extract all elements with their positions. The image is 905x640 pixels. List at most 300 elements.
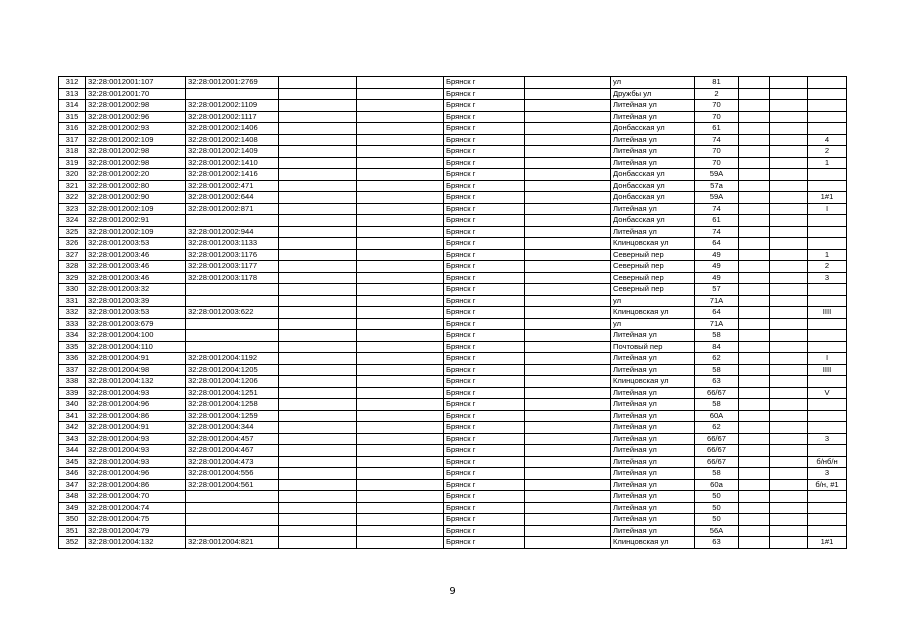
cell-street: Донбасская ул (611, 180, 695, 192)
cell-street: Литейная ул (611, 100, 695, 112)
table-row (59, 157, 847, 169)
cell-city: Брянск г (444, 491, 525, 503)
table-row (59, 100, 847, 112)
cell-house-number: 61 (695, 123, 739, 135)
cell-col-11 (770, 203, 808, 215)
cell-col-5 (357, 284, 444, 296)
cell-row-number: 341 (59, 410, 86, 422)
cell-col-4 (279, 468, 357, 480)
cell-house-number: 84 (695, 341, 739, 353)
table-row (59, 203, 847, 215)
cell-object-cadastral-number: 32:28:0012002:471 (186, 180, 279, 192)
cell-apartment (808, 410, 847, 422)
table-row (59, 399, 847, 411)
cell-col-11 (770, 226, 808, 238)
table-row (59, 514, 847, 526)
cell-col-4 (279, 514, 357, 526)
cell-object-cadastral-number: 32:28:0012002:1117 (186, 111, 279, 123)
cell-row-number: 332 (59, 307, 86, 319)
cell-house-number: 56А (695, 525, 739, 537)
cell-row-number: 339 (59, 387, 86, 399)
table-row (59, 318, 847, 330)
cell-cadastral-number: 32:28:0012003:39 (86, 295, 186, 307)
cell-house-number: 66/67 (695, 445, 739, 457)
cell-col-4 (279, 387, 357, 399)
cell-city: Брянск г (444, 100, 525, 112)
cell-col-7 (525, 180, 611, 192)
cell-col-7 (525, 123, 611, 135)
cell-col-7 (525, 445, 611, 457)
cell-col-11 (770, 514, 808, 526)
cell-street: Литейная ул (611, 387, 695, 399)
cell-col-11 (770, 341, 808, 353)
cell-house-number: 59А (695, 169, 739, 181)
table-row (59, 410, 847, 422)
cell-apartment: 2 (808, 146, 847, 158)
table-row (59, 123, 847, 135)
cell-row-number: 320 (59, 169, 86, 181)
cell-col-4 (279, 353, 357, 365)
cell-cadastral-number: 32:28:0012004:110 (86, 341, 186, 353)
cell-street: ул (611, 318, 695, 330)
cell-house-number: 70 (695, 100, 739, 112)
cell-apartment (808, 376, 847, 388)
cell-row-number: 316 (59, 123, 86, 135)
cell-cadastral-number: 32:28:0012002:109 (86, 134, 186, 146)
cell-house-number: 71А (695, 318, 739, 330)
cell-col-10 (739, 537, 770, 549)
cell-col-5 (357, 77, 444, 89)
table-row (59, 364, 847, 376)
cell-row-number: 340 (59, 399, 86, 411)
cell-col-11 (770, 399, 808, 411)
cell-city: Брянск г (444, 77, 525, 89)
cell-row-number: 351 (59, 525, 86, 537)
records-table (58, 76, 847, 549)
cell-object-cadastral-number (186, 215, 279, 227)
cell-col-4 (279, 180, 357, 192)
cell-col-10 (739, 284, 770, 296)
table-row (59, 341, 847, 353)
cell-row-number: 317 (59, 134, 86, 146)
cell-col-4 (279, 537, 357, 549)
cell-city: Брянск г (444, 284, 525, 296)
cell-col-7 (525, 537, 611, 549)
cell-object-cadastral-number: 32:28:0012002:1408 (186, 134, 279, 146)
cell-col-10 (739, 146, 770, 158)
cell-apartment: IIII (808, 364, 847, 376)
cell-col-11 (770, 410, 808, 422)
cell-col-7 (525, 238, 611, 250)
cell-cadastral-number: 32:28:0012004:93 (86, 387, 186, 399)
cell-col-7 (525, 422, 611, 434)
cell-city: Брянск г (444, 134, 525, 146)
cell-object-cadastral-number: 32:28:0012003:1178 (186, 272, 279, 284)
cell-apartment: 3 (808, 272, 847, 284)
cell-cadastral-number: 32:28:0012004:79 (86, 525, 186, 537)
cell-street: Донбасская ул (611, 123, 695, 135)
cell-col-10 (739, 479, 770, 491)
cell-row-number: 315 (59, 111, 86, 123)
cell-city: Брянск г (444, 376, 525, 388)
cell-col-11 (770, 364, 808, 376)
cell-apartment (808, 284, 847, 296)
cell-col-5 (357, 157, 444, 169)
cell-street: Литейная ул (611, 157, 695, 169)
cell-col-5 (357, 215, 444, 227)
cell-col-11 (770, 433, 808, 445)
cell-cadastral-number: 32:28:0012004:96 (86, 468, 186, 480)
cell-row-number: 342 (59, 422, 86, 434)
cell-house-number: 62 (695, 353, 739, 365)
cell-cadastral-number: 32:28:0012002:98 (86, 157, 186, 169)
cell-apartment (808, 123, 847, 135)
cell-house-number: 81 (695, 77, 739, 89)
cell-row-number: 345 (59, 456, 86, 468)
cell-apartment (808, 238, 847, 250)
cell-city: Брянск г (444, 307, 525, 319)
cell-col-11 (770, 456, 808, 468)
cell-col-10 (739, 341, 770, 353)
cell-object-cadastral-number: 32:28:0012003:1133 (186, 238, 279, 250)
cell-col-5 (357, 479, 444, 491)
table-row (59, 422, 847, 434)
cell-city: Брянск г (444, 272, 525, 284)
cell-object-cadastral-number: 32:28:0012004:1205 (186, 364, 279, 376)
cell-col-5 (357, 514, 444, 526)
cell-street: ул (611, 77, 695, 89)
cell-cadastral-number: 32:28:0012002:20 (86, 169, 186, 181)
cell-col-4 (279, 433, 357, 445)
table-row (59, 525, 847, 537)
cell-col-5 (357, 456, 444, 468)
cell-cadastral-number: 32:28:0012003:46 (86, 272, 186, 284)
cell-street: Клинцовская ул (611, 376, 695, 388)
cell-object-cadastral-number: 32:28:0012004:821 (186, 537, 279, 549)
cell-apartment (808, 330, 847, 342)
table-row (59, 146, 847, 158)
cell-city: Брянск г (444, 111, 525, 123)
cell-row-number: 343 (59, 433, 86, 445)
cell-row-number: 323 (59, 203, 86, 215)
cell-row-number: 347 (59, 479, 86, 491)
cell-object-cadastral-number: 32:28:0012002:1409 (186, 146, 279, 158)
cell-street: Литейная ул (611, 433, 695, 445)
cell-col-5 (357, 445, 444, 457)
cell-street: Литейная ул (611, 479, 695, 491)
cell-cadastral-number: 32:28:0012004:86 (86, 410, 186, 422)
cell-cadastral-number: 32:28:0012002:93 (86, 123, 186, 135)
cell-col-4 (279, 249, 357, 261)
cell-object-cadastral-number: 32:28:0012004:467 (186, 445, 279, 457)
cell-street: Литейная ул (611, 514, 695, 526)
cell-col-5 (357, 203, 444, 215)
cell-object-cadastral-number (186, 284, 279, 296)
cell-col-11 (770, 192, 808, 204)
cell-cadastral-number: 32:28:0012002:90 (86, 192, 186, 204)
cell-col-11 (770, 146, 808, 158)
cell-col-11 (770, 180, 808, 192)
cell-city: Брянск г (444, 422, 525, 434)
cell-object-cadastral-number: 32:28:0012004:1251 (186, 387, 279, 399)
cell-street: Литейная ул (611, 491, 695, 503)
cell-row-number: 325 (59, 226, 86, 238)
cell-city: Брянск г (444, 295, 525, 307)
cell-col-11 (770, 123, 808, 135)
cell-street: Литейная ул (611, 111, 695, 123)
table-row (59, 284, 847, 296)
cell-col-4 (279, 215, 357, 227)
cell-object-cadastral-number: 32:28:0012003:1176 (186, 249, 279, 261)
cell-col-4 (279, 399, 357, 411)
cell-house-number: 2 (695, 88, 739, 100)
cell-city: Брянск г (444, 525, 525, 537)
cell-row-number: 322 (59, 192, 86, 204)
cell-street: Литейная ул (611, 456, 695, 468)
cell-house-number: 66/67 (695, 433, 739, 445)
cell-row-number: 314 (59, 100, 86, 112)
cell-street: Литейная ул (611, 410, 695, 422)
cell-object-cadastral-number: 32:28:0012001:2769 (186, 77, 279, 89)
cell-col-11 (770, 157, 808, 169)
cell-street: Северный пер (611, 249, 695, 261)
cell-street: Клинцовская ул (611, 307, 695, 319)
cell-city: Брянск г (444, 514, 525, 526)
cell-row-number: 338 (59, 376, 86, 388)
cell-col-10 (739, 514, 770, 526)
cell-row-number: 348 (59, 491, 86, 503)
cell-street: Литейная ул (611, 134, 695, 146)
cell-col-10 (739, 318, 770, 330)
cell-object-cadastral-number: 32:28:0012002:1410 (186, 157, 279, 169)
cell-city: Брянск г (444, 330, 525, 342)
table-row (59, 468, 847, 480)
cell-col-5 (357, 433, 444, 445)
cell-cadastral-number: 32:28:0012002:91 (86, 215, 186, 227)
table-row (59, 353, 847, 365)
cell-cadastral-number: 32:28:0012004:96 (86, 399, 186, 411)
cell-col-7 (525, 157, 611, 169)
cell-city: Брянск г (444, 410, 525, 422)
cell-col-7 (525, 514, 611, 526)
cell-object-cadastral-number: 32:28:0012004:473 (186, 456, 279, 468)
cell-col-10 (739, 353, 770, 365)
cell-col-10 (739, 376, 770, 388)
cell-col-4 (279, 272, 357, 284)
cell-col-7 (525, 169, 611, 181)
cell-object-cadastral-number (186, 318, 279, 330)
table-row (59, 180, 847, 192)
cell-col-7 (525, 261, 611, 273)
table-row (59, 456, 847, 468)
cell-col-4 (279, 491, 357, 503)
cell-col-11 (770, 353, 808, 365)
cell-col-11 (770, 295, 808, 307)
cell-house-number: 50 (695, 502, 739, 514)
cell-col-11 (770, 468, 808, 480)
cell-col-11 (770, 376, 808, 388)
cell-street: Литейная ул (611, 399, 695, 411)
page-number: 9 (449, 586, 456, 597)
cell-col-10 (739, 502, 770, 514)
cell-col-11 (770, 272, 808, 284)
cell-col-5 (357, 399, 444, 411)
cell-object-cadastral-number (186, 502, 279, 514)
cell-col-11 (770, 491, 808, 503)
cell-col-7 (525, 203, 611, 215)
table-row (59, 376, 847, 388)
cell-col-4 (279, 456, 357, 468)
cell-col-5 (357, 180, 444, 192)
table-row (59, 134, 847, 146)
cell-col-7 (525, 134, 611, 146)
cell-col-5 (357, 341, 444, 353)
cell-cadastral-number: 32:28:0012004:93 (86, 445, 186, 457)
cell-city: Брянск г (444, 249, 525, 261)
table-row (59, 88, 847, 100)
cell-city: Брянск г (444, 180, 525, 192)
cell-row-number: 329 (59, 272, 86, 284)
cell-col-10 (739, 422, 770, 434)
cell-house-number: 61 (695, 215, 739, 227)
cell-cadastral-number: 32:28:0012004:91 (86, 353, 186, 365)
cell-apartment: 3 (808, 468, 847, 480)
cell-apartment: 3 (808, 433, 847, 445)
cell-col-10 (739, 111, 770, 123)
cell-col-4 (279, 146, 357, 158)
cell-city: Брянск г (444, 192, 525, 204)
cell-col-10 (739, 261, 770, 273)
cell-object-cadastral-number (186, 295, 279, 307)
table-row (59, 387, 847, 399)
cell-house-number: 70 (695, 157, 739, 169)
cell-cadastral-number: 32:28:0012004:86 (86, 479, 186, 491)
cell-cadastral-number: 32:28:0012002:98 (86, 146, 186, 158)
cell-col-5 (357, 307, 444, 319)
cell-apartment: 1 (808, 249, 847, 261)
cell-col-10 (739, 491, 770, 503)
cell-city: Брянск г (444, 203, 525, 215)
cell-col-5 (357, 192, 444, 204)
cell-col-7 (525, 456, 611, 468)
table-row (59, 215, 847, 227)
cell-col-11 (770, 261, 808, 273)
cell-cadastral-number: 32:28:0012003:53 (86, 238, 186, 250)
cell-col-7 (525, 318, 611, 330)
cell-col-5 (357, 111, 444, 123)
cell-row-number: 334 (59, 330, 86, 342)
cell-col-10 (739, 456, 770, 468)
cell-col-11 (770, 134, 808, 146)
table-row (59, 77, 847, 89)
cell-col-4 (279, 203, 357, 215)
cell-col-4 (279, 284, 357, 296)
cell-city: Брянск г (444, 445, 525, 457)
cell-object-cadastral-number: 32:28:0012004:344 (186, 422, 279, 434)
cell-street: Литейная ул (611, 445, 695, 457)
cell-col-10 (739, 445, 770, 457)
cell-city: Брянск г (444, 318, 525, 330)
cell-col-5 (357, 318, 444, 330)
cell-house-number: 63 (695, 537, 739, 549)
cell-col-5 (357, 491, 444, 503)
cell-col-11 (770, 238, 808, 250)
cell-col-11 (770, 537, 808, 549)
cell-col-4 (279, 307, 357, 319)
cell-city: Брянск г (444, 238, 525, 250)
table-row (59, 479, 847, 491)
cell-col-4 (279, 111, 357, 123)
cell-col-4 (279, 364, 357, 376)
table-row (59, 307, 847, 319)
cell-row-number: 346 (59, 468, 86, 480)
cell-street: Клинцовская ул (611, 238, 695, 250)
cell-col-7 (525, 341, 611, 353)
cell-row-number: 326 (59, 238, 86, 250)
table-row (59, 238, 847, 250)
cell-col-7 (525, 410, 611, 422)
cell-house-number: 64 (695, 238, 739, 250)
cell-house-number: 66/67 (695, 456, 739, 468)
cell-apartment (808, 502, 847, 514)
cell-object-cadastral-number: 32:28:0012002:871 (186, 203, 279, 215)
cell-col-7 (525, 249, 611, 261)
cell-col-7 (525, 387, 611, 399)
cell-house-number: 58 (695, 330, 739, 342)
cell-col-7 (525, 376, 611, 388)
cell-cadastral-number: 32:28:0012004:70 (86, 491, 186, 503)
cell-col-4 (279, 88, 357, 100)
cell-house-number: 60А (695, 410, 739, 422)
cell-cadastral-number: 32:28:0012002:109 (86, 203, 186, 215)
cell-city: Брянск г (444, 479, 525, 491)
cell-cadastral-number: 32:28:0012004:93 (86, 433, 186, 445)
cell-col-4 (279, 422, 357, 434)
cell-col-5 (357, 100, 444, 112)
cell-col-10 (739, 238, 770, 250)
cell-col-10 (739, 77, 770, 89)
cell-apartment (808, 422, 847, 434)
cell-house-number: 49 (695, 261, 739, 273)
cell-row-number: 350 (59, 514, 86, 526)
cell-object-cadastral-number: 32:28:0012002:1406 (186, 123, 279, 135)
cell-col-11 (770, 502, 808, 514)
cell-house-number: 58 (695, 399, 739, 411)
cell-col-5 (357, 295, 444, 307)
cell-col-11 (770, 284, 808, 296)
cell-col-4 (279, 341, 357, 353)
cell-col-4 (279, 226, 357, 238)
cell-apartment: 4 (808, 134, 847, 146)
cell-apartment (808, 399, 847, 411)
cell-city: Брянск г (444, 123, 525, 135)
cell-col-4 (279, 318, 357, 330)
cell-apartment: IIII (808, 307, 847, 319)
cell-apartment: I (808, 353, 847, 365)
cell-col-11 (770, 77, 808, 89)
cell-cadastral-number: 32:28:0012002:98 (86, 100, 186, 112)
cell-row-number: 333 (59, 318, 86, 330)
table-row (59, 445, 847, 457)
cell-city: Брянск г (444, 169, 525, 181)
cell-city: Брянск г (444, 157, 525, 169)
cell-street: Дружбы ул (611, 88, 695, 100)
cell-row-number: 344 (59, 445, 86, 457)
cell-row-number: 312 (59, 77, 86, 89)
cell-house-number: 59А (695, 192, 739, 204)
cell-col-4 (279, 376, 357, 388)
cell-cadastral-number: 32:28:0012003:46 (86, 261, 186, 273)
